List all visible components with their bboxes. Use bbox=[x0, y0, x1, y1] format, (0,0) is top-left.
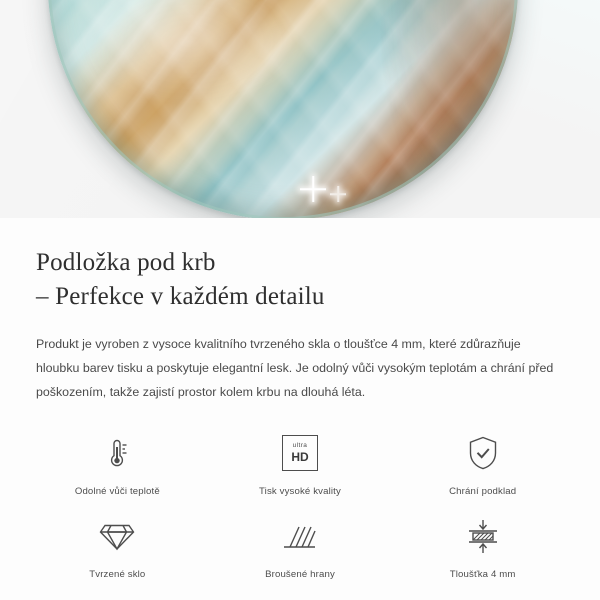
feature-item-polished-edges bbox=[209, 513, 392, 580]
feature-item-tempered-glass bbox=[26, 513, 209, 580]
feature-label: Odolné vůči teplotě bbox=[74, 486, 160, 498]
page-title-line-1: Podložka pod krb bbox=[36, 249, 216, 276]
feature-item-temperature bbox=[26, 430, 209, 497]
page-title bbox=[36, 246, 564, 314]
feature-item-thickness bbox=[391, 513, 574, 580]
feature-item-surface-protection bbox=[391, 430, 574, 497]
ultra-hd-icon bbox=[282, 430, 318, 476]
feature-label: Chrání podklad bbox=[449, 486, 517, 498]
feature-label: Tvrzené sklo bbox=[89, 569, 146, 581]
feature-label: Tloušťka 4 mm bbox=[449, 569, 516, 581]
shield-check-icon bbox=[463, 430, 503, 476]
thermometer-icon bbox=[97, 430, 137, 476]
product-description: Produkt je vyroben z vysoce kvalitního tvrzeného skla o tloušťce 4 mm, které zdůrazňuje hloubku barev tisku a poskytuje elegantní lesk. Je odolný vůči vysokým teplotám a chrání před poškozením, takže zajistí prostor kolem krbu na dlouhá léta. bbox=[36, 336, 554, 399]
ultra-hd-top: ultra bbox=[292, 442, 308, 450]
feature-item-print-quality bbox=[209, 430, 392, 497]
glass-board-image bbox=[48, 0, 518, 218]
thickness-arrows-icon bbox=[462, 513, 504, 559]
feature-grid bbox=[0, 430, 600, 580]
polished-edges-icon bbox=[279, 513, 321, 559]
feature-label: Tisk vysoké kvality bbox=[259, 486, 341, 498]
text-content bbox=[0, 218, 600, 404]
ultra-hd-bottom: HD bbox=[291, 449, 309, 464]
hero-image bbox=[0, 0, 600, 218]
diamond-icon bbox=[96, 513, 138, 559]
page-title-line-2: – Perfekce v každém detailu bbox=[36, 282, 325, 310]
feature-label: Broušené hrany bbox=[265, 569, 335, 581]
